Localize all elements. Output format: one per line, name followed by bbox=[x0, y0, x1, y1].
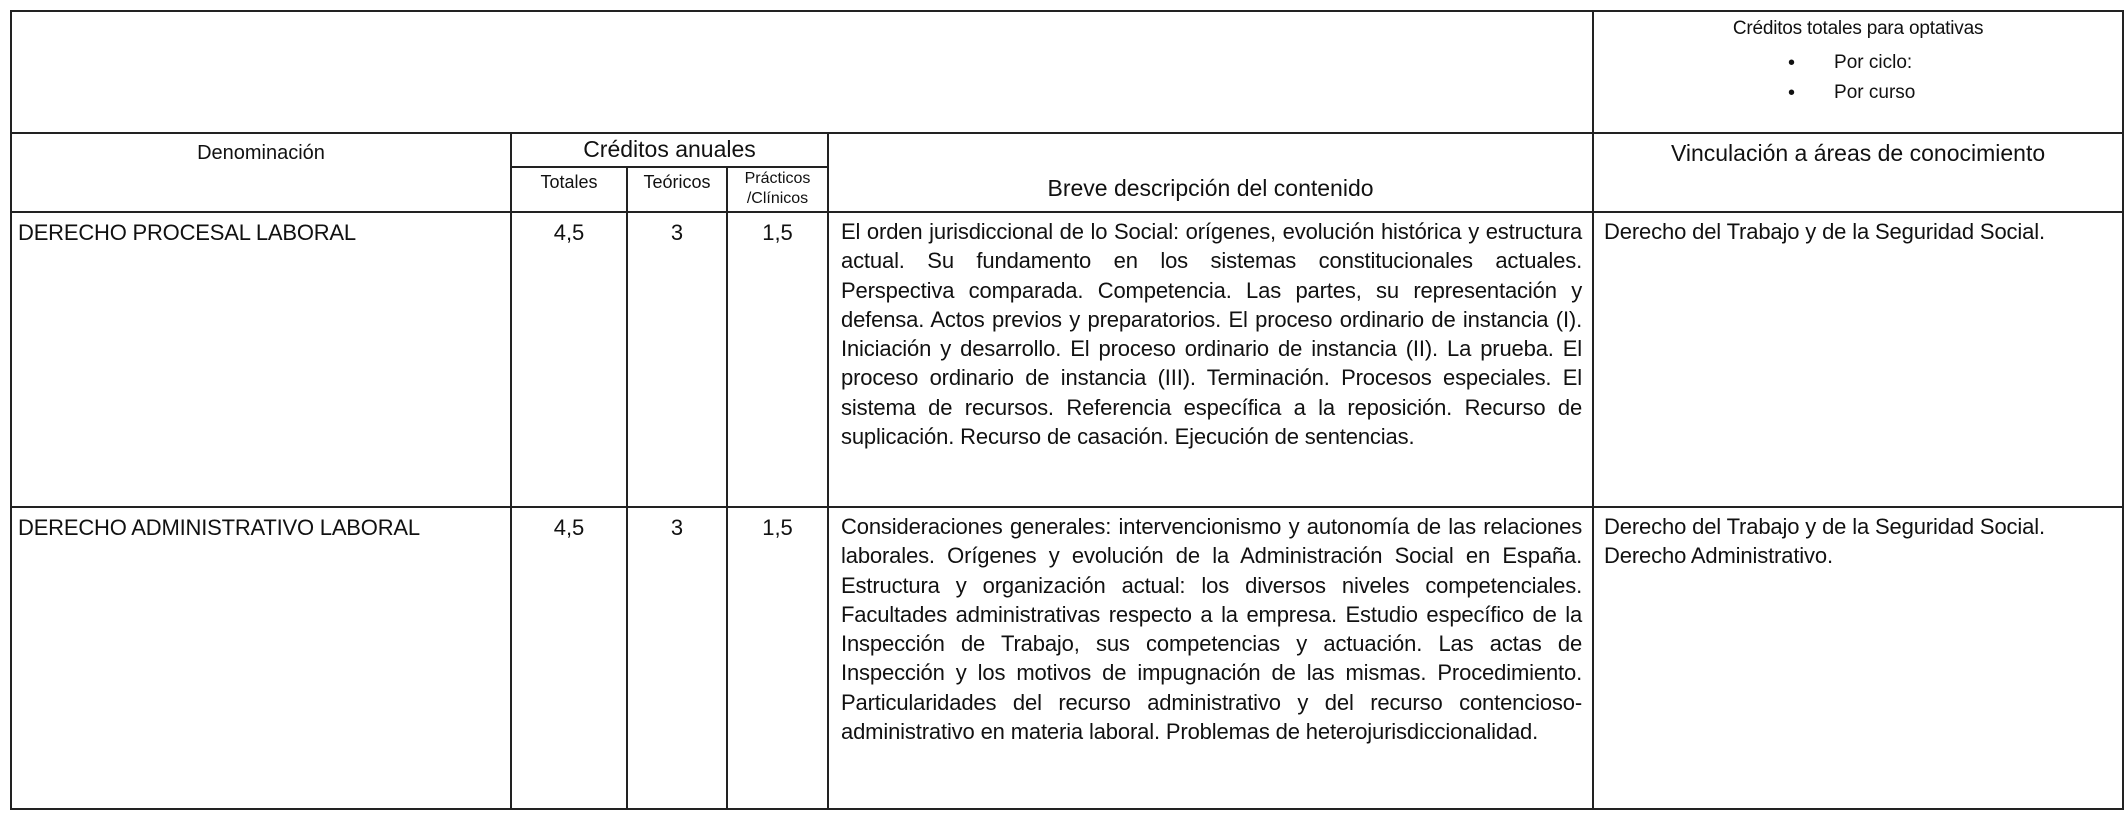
denominacion-header: Denominación bbox=[197, 142, 325, 164]
row-vinculacion-cell bbox=[1593, 212, 2123, 507]
row-teoricos-cell bbox=[627, 507, 727, 809]
row-practicos-cell bbox=[727, 507, 828, 809]
totales-header: Totales bbox=[540, 172, 598, 192]
row-descripcion: Consideraciones generales: intervencionismo y autonomía de las relaciones laborales. Orígenes y evolución de la Administración Social en España. Estructura y organización actual: los diversos niveles competenciales. Facultades administrativas respecto a la empresa. Estudio específico de la Inspección de Trabajo, sus competencias y actuación. Las actas de Inspección y los motivos de impugnación de las mismas. Procedimiento. Particularidades del recurso administrativo y del recurso contencioso-administrativo en materia laboral. Problemas de heterojurisdiccionalidad. bbox=[841, 514, 1583, 745]
totales-header-cell bbox=[511, 167, 627, 212]
optativas-title: Créditos totales para optativas bbox=[1732, 18, 1984, 39]
row-totales: 4,5 bbox=[553, 220, 585, 245]
row-teoricos-cell bbox=[627, 212, 727, 507]
row-practicos-cell bbox=[727, 212, 828, 507]
row-vinculacion-area: Derecho del Trabajo y de la Seguridad Social. bbox=[1604, 219, 2045, 244]
row-vinculacion-area: Derecho Administrativo. bbox=[1604, 543, 1833, 569]
row-vinculacion-area: Derecho del Trabajo y de la Seguridad Social. bbox=[1604, 514, 2045, 539]
practicos-header-line1: Prácticos bbox=[744, 170, 811, 187]
practicos-header-cell bbox=[727, 167, 828, 212]
row-totales-cell bbox=[511, 507, 627, 809]
creditos-anuales-header-cell bbox=[511, 133, 828, 167]
teoricos-header: Teóricos bbox=[643, 172, 711, 192]
row-teoricos: 3 bbox=[670, 515, 684, 540]
optativas-item-por-curso: • Por curso bbox=[1594, 78, 2122, 108]
row-practicos: 1,5 bbox=[762, 220, 793, 245]
header-row-1 bbox=[11, 133, 2123, 167]
row-name: DERECHO PROCESAL LABORAL bbox=[18, 220, 356, 245]
row-descripcion-cell bbox=[828, 507, 1593, 809]
plan-de-estudios-table bbox=[10, 10, 2124, 810]
row-totales-cell bbox=[511, 212, 627, 507]
descripcion-header-cell bbox=[828, 133, 1593, 212]
row-name-cell bbox=[11, 212, 511, 507]
practicos-header-line2: /Clínicos bbox=[746, 190, 809, 207]
table-row bbox=[11, 507, 2123, 809]
row-teoricos: 3 bbox=[670, 220, 684, 245]
optativas-item-por-ciclo: • Por ciclo: bbox=[1594, 48, 2122, 78]
descripcion-header: Breve descripción del contenido bbox=[1047, 175, 1374, 201]
vinculacion-header-cell bbox=[1593, 133, 2123, 212]
row-vinculacion-cell bbox=[1593, 507, 2123, 809]
row-totales: 4,5 bbox=[553, 515, 585, 540]
row-practicos: 1,5 bbox=[762, 515, 793, 540]
row-descripcion-cell bbox=[828, 212, 1593, 507]
creditos-anuales-header: Créditos anuales bbox=[583, 136, 756, 162]
teoricos-header-cell bbox=[627, 167, 727, 212]
optativas-cell bbox=[1593, 11, 2123, 133]
denominacion-header-cell bbox=[11, 133, 511, 212]
row-name: DERECHO ADMINISTRATIVO LABORAL bbox=[18, 515, 420, 540]
top-row bbox=[11, 11, 2123, 133]
vinculacion-header: Vinculación a áreas de conocimiento bbox=[1670, 140, 2046, 166]
table-row bbox=[11, 212, 2123, 507]
row-descripcion: El orden jurisdiccional de lo Social: orígenes, evolución histórica y estructura actual. Su fundamento en los sistemas constitucionales actuales. Perspectiva comparada. Competencia. Las partes, su representación y defensa. Actos previos y preparatorios. El proceso ordinario de instancia (I). Iniciación y desarrollo. El proceso ordinario de instancia (II). La prueba. El proceso ordinario de instancia (III). Terminación. Procesos especiales. El sistema de recursos. Referencia específica a la reposición. Recurso de suplicación. Recurso de casación. Ejecución de sentencias. bbox=[841, 219, 1583, 450]
blank-header-cell bbox=[11, 11, 1593, 133]
optativas-list bbox=[1594, 48, 2122, 108]
row-name-cell bbox=[11, 507, 511, 809]
